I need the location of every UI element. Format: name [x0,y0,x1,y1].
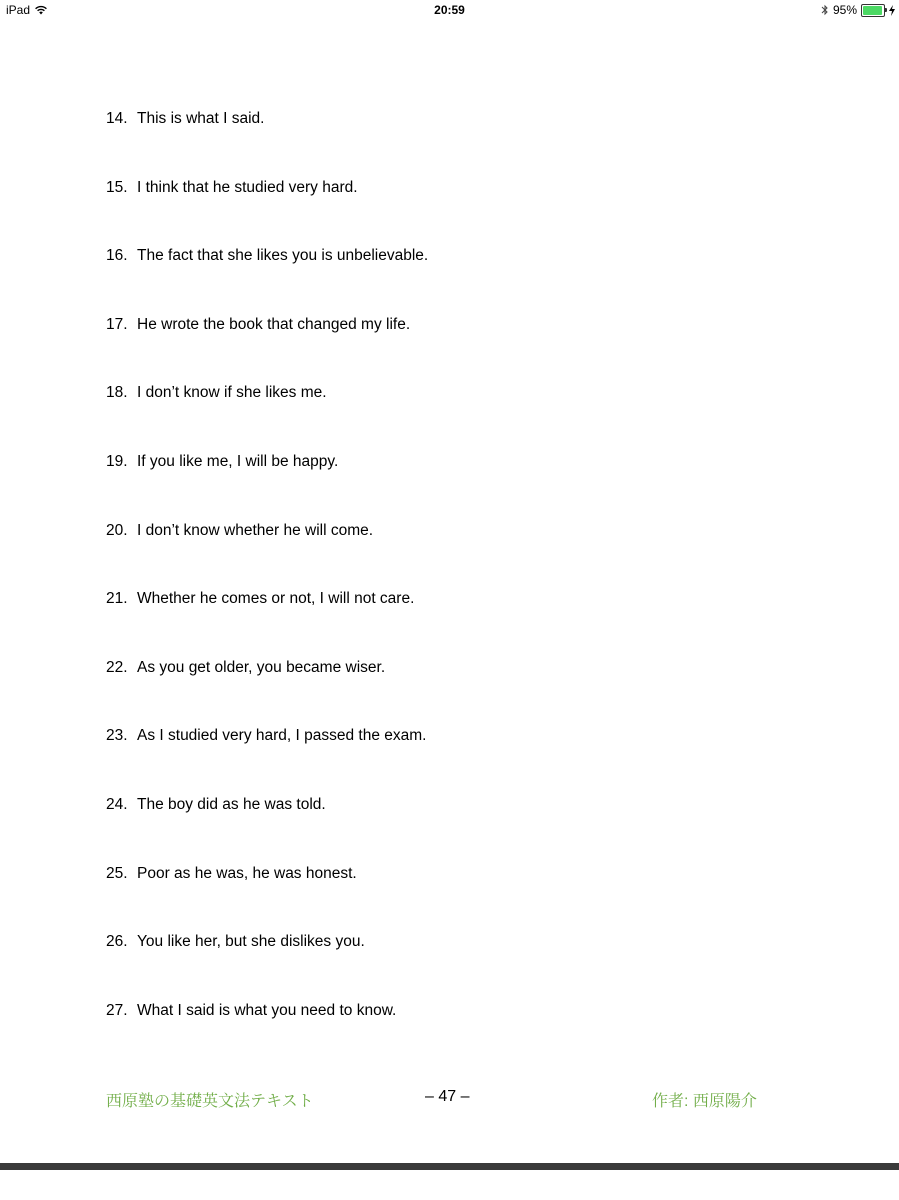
sentence-item [106,863,428,932]
sentence-number: 16. [106,247,128,265]
sentence-text: This is what I said. [137,110,265,127]
bottom-bar [0,1163,899,1170]
bluetooth-icon [821,4,829,16]
sentence-text: What I said is what you need to know. [137,1001,397,1019]
sentence-list [106,108,428,1068]
sentence-item [106,245,428,314]
sentence-number: 15. [106,178,128,196]
battery-fill [863,6,882,15]
footer-author: 作者: 西原陽介 [652,1093,757,1110]
sentence-number: 25. [106,864,128,882]
sentence-item [106,725,428,794]
sentence-text: Poor as he was, he was honest. [137,864,357,882]
sentence-item [106,177,428,246]
sentence-text: If you like me, I will be happy. [137,452,339,470]
sentence-text: As you get older, you became wiser. [137,658,386,676]
sentence-text: He wrote the book that changed my life. [137,315,411,333]
device-name: iPad [6,3,31,17]
status-time: 20:59 [434,3,465,17]
sentence-item [106,931,428,1000]
sentence-number: 20. [106,521,128,539]
sentence-item [106,314,428,383]
battery-icon [861,4,885,17]
sentence-item [106,382,428,451]
charging-icon [889,5,895,16]
sentence-number: 27. [106,1001,128,1019]
sentence-text: You like her, but she dislikes you. [137,933,365,951]
sentence-number: 18. [106,384,128,402]
sentence-item [106,1000,428,1069]
sentence-item [106,588,428,657]
sentence-text: I think that he studied very hard. [137,178,358,196]
sentence-text: I don’t know whether he will come. [137,521,374,539]
sentence-number: 26. [106,933,128,951]
sentence-item [106,520,428,589]
footer-title: 西原塾の基礎英文法テキスト [106,1093,314,1110]
sentence-text: The fact that she likes you is unbelievable. [137,247,429,265]
sentence-item [106,657,428,726]
sentence-number: 21. [106,590,128,608]
sentence-item [106,108,428,177]
sentence-item [106,794,428,863]
sentence-number: 14. [106,110,128,127]
status-bar [0,0,899,20]
sentence-text: Whether he comes or not, I will not care. [137,590,415,608]
status-right [821,3,895,17]
sentence-number: 24. [106,795,128,813]
sentence-item [106,451,428,520]
sentence-number: 17. [106,315,128,333]
battery-percent: 95% [832,3,857,17]
sentence-number: 19. [106,452,128,470]
sentence-number: 23. [106,727,128,745]
sentence-text: I don’t know if she likes me. [137,384,327,402]
sentence-number: 22. [106,658,128,676]
page-footer [0,1088,899,1112]
sentence-text: As I studied very hard, I passed the exam. [137,727,427,745]
page-number: – 47 – [425,1088,470,1105]
sentence-text: The boy did as he was told. [137,795,326,813]
